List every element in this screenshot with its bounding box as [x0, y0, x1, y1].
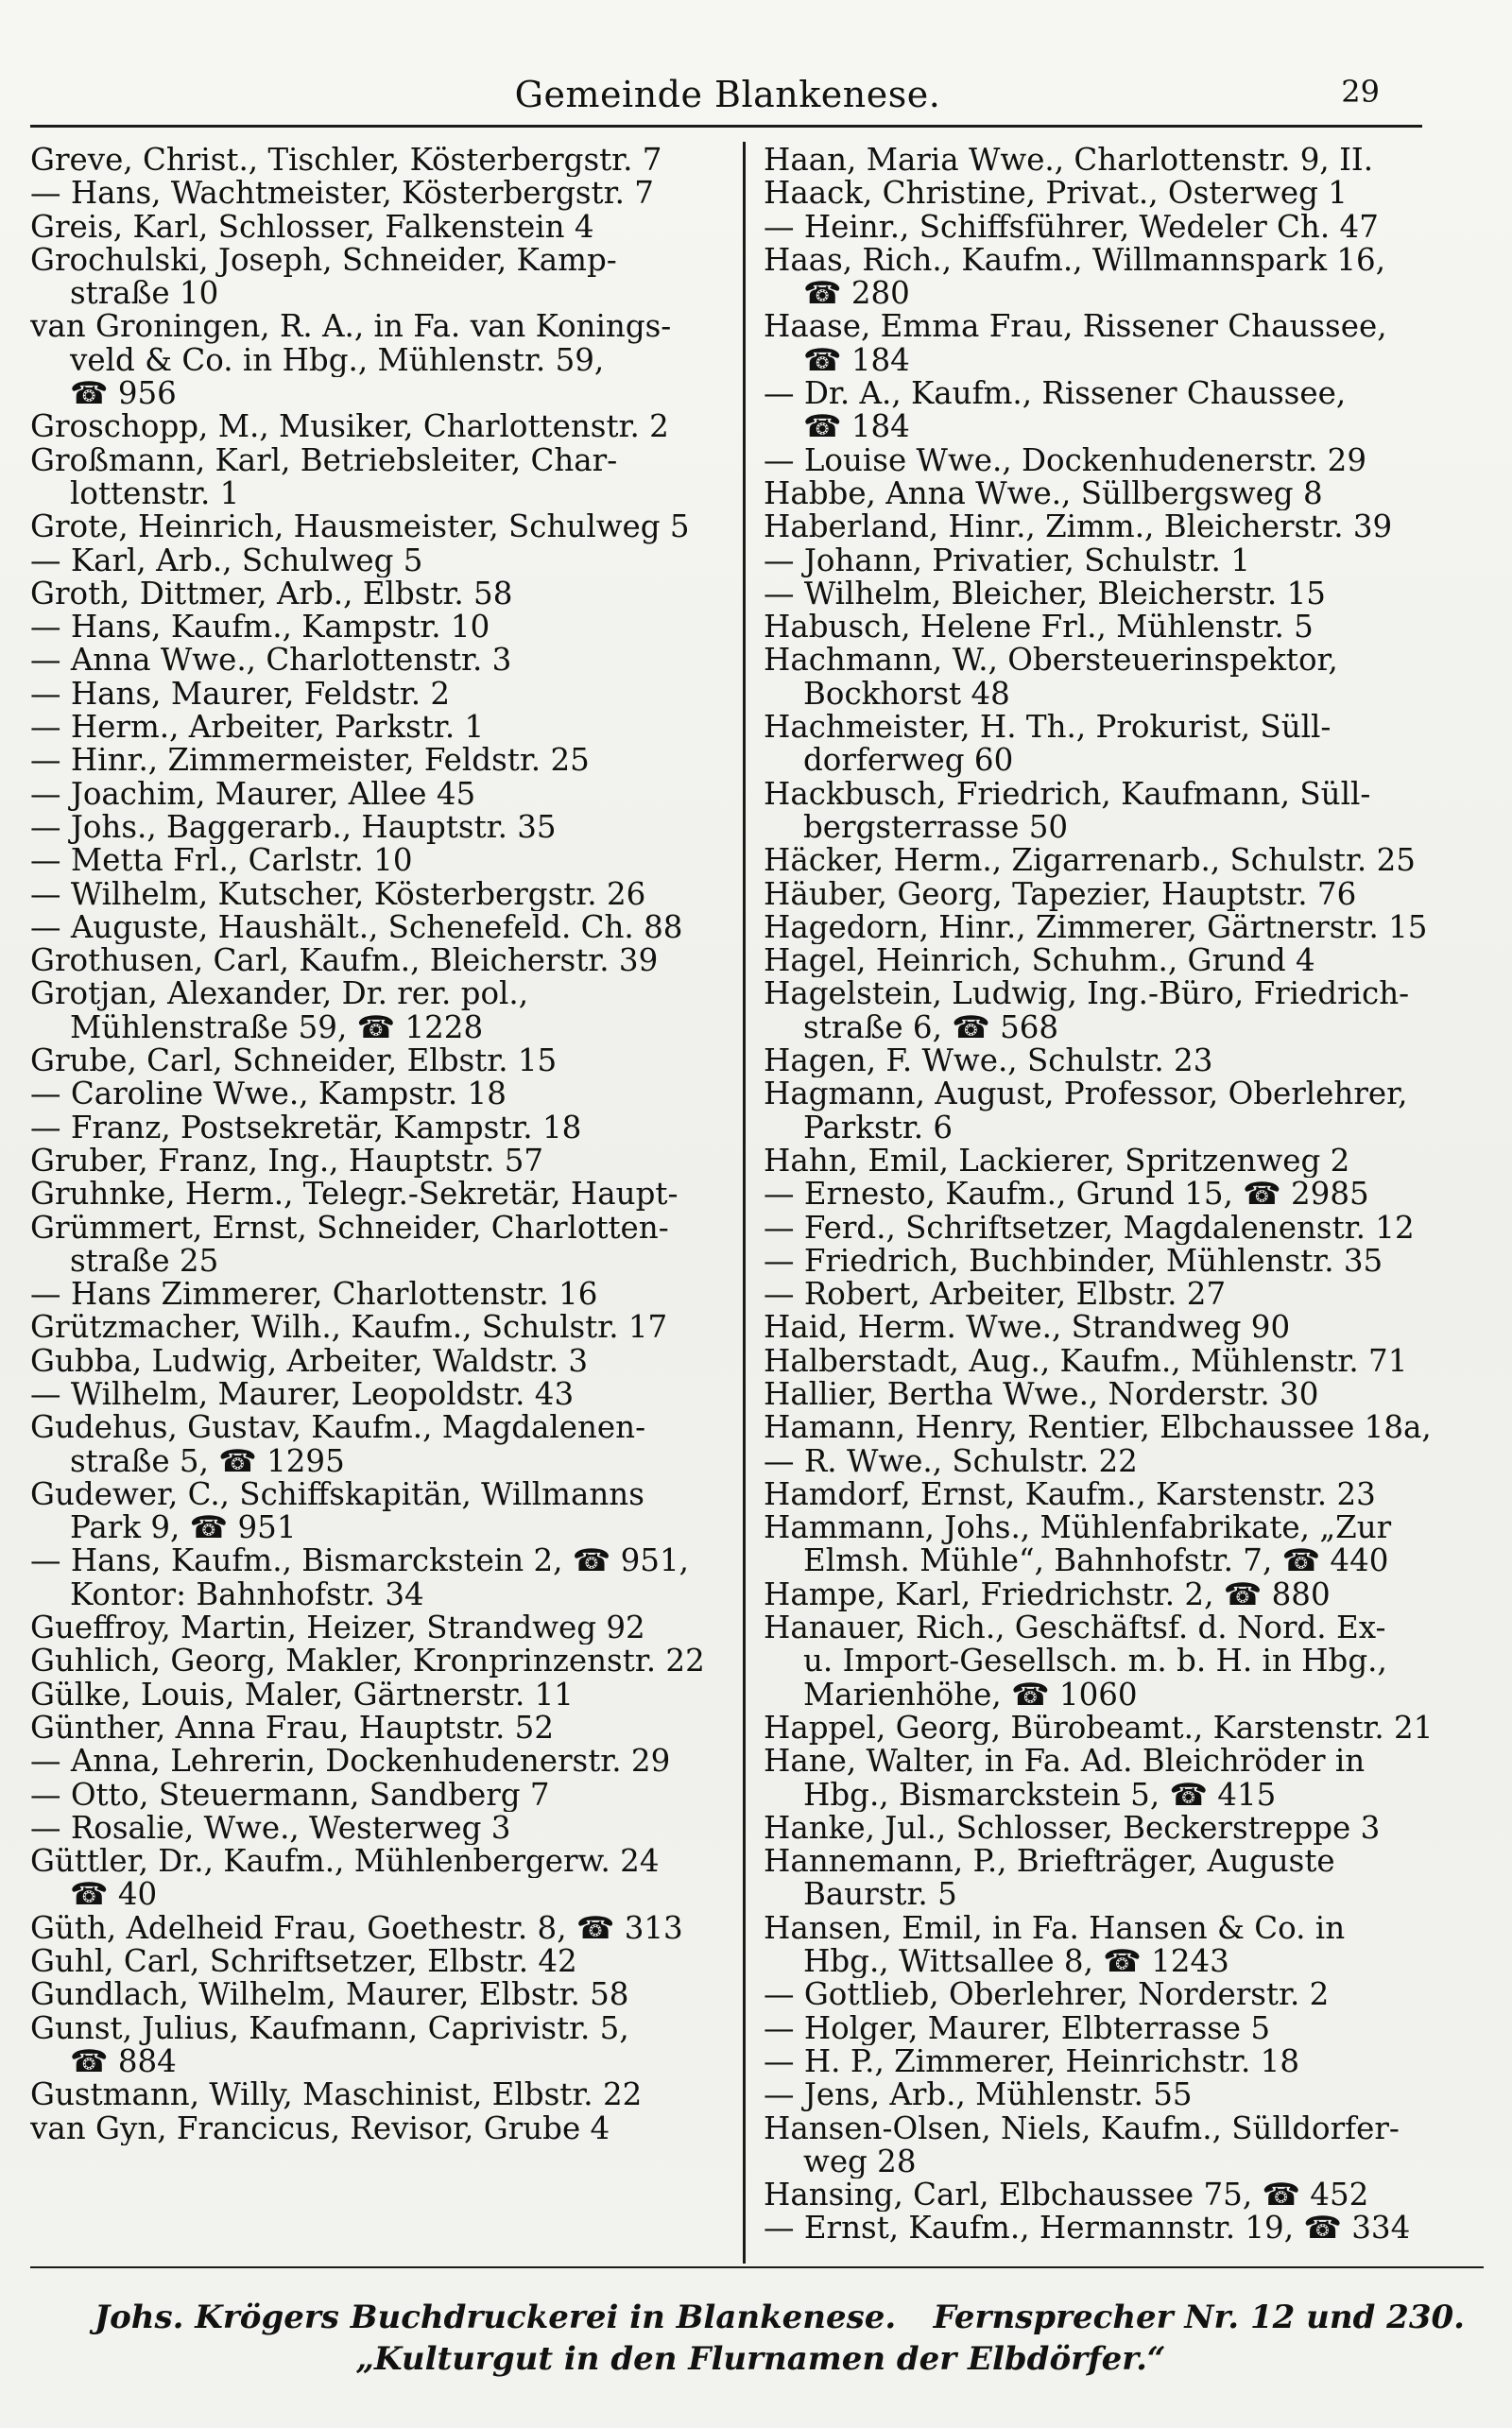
- entry-continuation-line: Hbg., Bismarckstein 5, ☎ 415: [803, 1778, 1277, 1812]
- directory-entry: [764, 1278, 1484, 1311]
- entry-continuation-line: straße 6, ☎ 568: [803, 1010, 1059, 1045]
- entry-line: Grützmacher, Wilh., Kaufm., Schulstr. 17: [30, 1311, 668, 1345]
- entry-line: Häuber, Georg, Tapezier, Hauptstr. 76: [764, 877, 1357, 911]
- entry-continuation-line: bergsterrasse 50: [803, 810, 1069, 845]
- entry-line: Guhl, Carl, Schriftsetzer, Elbstr. 42: [30, 1945, 577, 1979]
- entry-line: Greis, Karl, Schlosser, Falkenstein 4: [30, 210, 594, 244]
- entry-line: — Friedrich, Buchbinder, Mühlenstr. 35: [764, 1244, 1383, 1279]
- entry-continuation-line: straße 5, ☎ 1295: [70, 1444, 345, 1478]
- directory-entry: [764, 1145, 1484, 1178]
- entry-line: van Gyn, Francicus, Revisor, Grube 4: [30, 2111, 610, 2145]
- directory-entry: [764, 1212, 1484, 1245]
- directory-entry: [764, 1077, 1484, 1145]
- directory-entry: [30, 1912, 718, 1945]
- directory-entry: [764, 1912, 1484, 1979]
- directory-entry: [764, 611, 1484, 644]
- entry-line: Haase, Emma Frau, Rissener Chaussee,: [764, 310, 1387, 344]
- directory-entry: [30, 1378, 718, 1411]
- directory-entry: [30, 1845, 718, 1912]
- directory-entry: [764, 977, 1484, 1044]
- directory-entry: [764, 1245, 1484, 1278]
- directory-entry: [30, 1111, 718, 1145]
- entry-line: Hagmann, August, Professor, Oberlehrer,: [764, 1077, 1408, 1111]
- entry-continuation-line: straße 25: [70, 1244, 219, 1279]
- entry-line: — Heinr., Schiffsführer, Wedeler Ch. 47: [764, 210, 1379, 244]
- entry-line: Gruhnke, Herm., Telegr.-Sekretär, Haupt-: [30, 1178, 679, 1212]
- entry-line: Guhlich, Georg, Makler, Kronprinzenstr. 22: [30, 1644, 705, 1679]
- entry-line: Haberland, Hinr., Zimm., Bleicherstr. 39: [764, 510, 1393, 544]
- entry-continuation-line: lottenstr. 1: [70, 476, 240, 511]
- entry-line: — Hans, Kaufm., Kampstr. 10: [30, 611, 490, 645]
- directory-entry: [764, 1745, 1484, 1812]
- directory-entry: [30, 1644, 718, 1678]
- entry-line: Hahn, Emil, Lackierer, Spritzenweg 2: [764, 1144, 1350, 1179]
- column-divider: [743, 142, 746, 2264]
- entry-line: Gülke, Louis, Maler, Gärtnerstr. 11: [30, 1678, 574, 1712]
- directory-entry: [764, 2012, 1484, 2045]
- entry-line: — Karl, Arb., Schulweg 5: [30, 543, 423, 577]
- entry-line: Hagel, Heinrich, Schuhm., Grund 4: [764, 944, 1315, 978]
- directory-entry: [30, 1679, 718, 1712]
- directory-entry: [30, 711, 718, 744]
- entry-line: Hampe, Karl, Friedrichstr. 2, ☎ 880: [764, 1577, 1331, 1612]
- entry-line: Hackbusch, Friedrich, Kaufmann, Süll-: [764, 777, 1371, 811]
- directory-entry: [30, 1145, 718, 1178]
- entry-continuation-line: Kontor: Bahnhofstr. 34: [70, 1577, 424, 1612]
- directory-entry: [30, 444, 718, 511]
- directory-entry: [30, 1812, 718, 1845]
- entry-line: Gruber, Franz, Ing., Hauptstr. 57: [30, 1144, 544, 1179]
- entry-line: — Johann, Privatier, Schulstr. 1: [764, 543, 1250, 577]
- directory-entry: [30, 1411, 718, 1478]
- entry-continuation-line: u. Import-Gesellsch. m. b. H. in Hbg.,: [803, 1644, 1387, 1679]
- directory-entry: [30, 211, 718, 244]
- directory-entry: [764, 544, 1484, 577]
- entry-line: — Wilhelm, Kutscher, Kösterbergstr. 26: [30, 877, 646, 911]
- entry-line: Halberstadt, Aug., Kaufm., Mühlenstr. 71: [764, 1344, 1408, 1378]
- entry-line: — R. Wwe., Schulstr. 22: [764, 1444, 1138, 1478]
- entry-line: Haas, Rich., Kaufm., Willmannspark 16,: [764, 243, 1386, 278]
- entry-line: Happel, Georg, Bürobeamt., Karstenstr. 21: [764, 1711, 1434, 1746]
- entry-line: — Ernesto, Kaufm., Grund 15, ☎ 2985: [764, 1178, 1369, 1212]
- entry-line: Hansing, Carl, Elbchaussee 75, ☎ 452: [764, 2178, 1369, 2213]
- footer-printer: Johs. Krögers Buchdruckerei in Blankenese.: [94, 2299, 897, 2336]
- entry-line: Gustmann, Willy, Maschinist, Elbstr. 22: [30, 2078, 643, 2112]
- directory-entry: [764, 1311, 1484, 1344]
- entry-line: Hammann, Johs., Mühlenfabrikate, „Zur: [764, 1511, 1392, 1545]
- entry-line: Hamdorf, Ernst, Kaufm., Karstenstr. 23: [764, 1477, 1376, 1512]
- directory-entry: [764, 2045, 1484, 2078]
- directory-entry: [30, 744, 718, 777]
- directory-entry: [764, 1044, 1484, 1077]
- entry-continuation-line: Marienhöhe, ☎ 1060: [803, 1678, 1138, 1712]
- directory-entry: [30, 611, 718, 644]
- entry-line: Haack, Christine, Privat., Osterweg 1: [764, 177, 1348, 211]
- entry-line: Güttler, Dr., Kaufm., Mühlenbergerw. 24: [30, 1845, 660, 1879]
- entry-line: — Robert, Arbeiter, Elbstr. 27: [764, 1278, 1227, 1312]
- entry-continuation-line: ☎ 184: [803, 343, 910, 378]
- directory-entry: [764, 1511, 1484, 1578]
- directory-entry: [30, 244, 718, 311]
- footer-slogan: „Kulturgut in den Flurnamen der Elbdörfer.“: [355, 2340, 1166, 2378]
- entry-continuation-line: ☎ 184: [803, 410, 910, 444]
- entry-line: Hanke, Jul., Schlosser, Beckerstreppe 3: [764, 1811, 1381, 1846]
- directory-entry: [764, 444, 1484, 477]
- entry-line: — Dr. A., Kaufm., Rissener Chaussee,: [764, 377, 1347, 411]
- directory-entry: [764, 377, 1484, 444]
- entry-continuation-line: weg 28: [803, 2144, 917, 2179]
- directory-entry: [30, 2112, 718, 2145]
- directory-entry: [764, 1578, 1484, 1611]
- directory-entry: [30, 144, 718, 177]
- entry-line: — Holger, Maurer, Elbterrasse 5: [764, 2011, 1271, 2045]
- entry-line: Grochulski, Joseph, Schneider, Kamp-: [30, 243, 617, 278]
- entry-line: — Anna, Lehrerin, Dockenhudenerstr. 29: [30, 1745, 671, 1779]
- directory-entry: [764, 1712, 1484, 1745]
- directory-entry: [764, 911, 1484, 944]
- directory-entry: [30, 1311, 718, 1344]
- entry-line: — Jens, Arb., Mühlenstr. 55: [764, 2078, 1193, 2112]
- page-title: Gemeinde Blankenese.: [514, 74, 941, 115]
- directory-entry: [764, 944, 1484, 977]
- directory-entry: [30, 1478, 718, 1545]
- footer-rule: [30, 2266, 1484, 2268]
- entry-line: Großmann, Karl, Betriebsleiter, Char-: [30, 443, 618, 477]
- entry-line: Grotjan, Alexander, Dr. rer. pol.,: [30, 977, 529, 1011]
- entry-line: Grothusen, Carl, Kaufm., Bleicherstr. 39: [30, 944, 659, 978]
- entry-line: — Otto, Steuermann, Sandberg 7: [30, 1778, 550, 1812]
- entry-line: — Metta Frl., Carlstr. 10: [30, 844, 413, 878]
- directory-entry: [764, 1611, 1484, 1712]
- entry-continuation-line: ☎ 280: [803, 277, 910, 311]
- directory-entry: [764, 2112, 1484, 2179]
- directory-entry: [30, 310, 718, 410]
- directory-entry: [30, 778, 718, 811]
- entry-line: — Wilhelm, Bleicher, Bleicherstr. 15: [764, 577, 1326, 611]
- directory-entry: [764, 1478, 1484, 1511]
- entry-line: Hallier, Bertha Wwe., Norderstr. 30: [764, 1377, 1319, 1412]
- directory-entry: [30, 544, 718, 577]
- entry-continuation-line: Parkstr. 6: [803, 1111, 954, 1145]
- entry-line: — Hans, Kaufm., Bismarckstein 2, ☎ 951,: [30, 1544, 689, 1578]
- entry-line: — Johs., Baggerarb., Hauptstr. 35: [30, 810, 557, 845]
- entry-line: — Ferd., Schriftsetzer, Magdalenenstr. 12: [764, 1211, 1415, 1245]
- entry-line: — Auguste, Haushält., Schenefeld. Ch. 88: [30, 910, 683, 945]
- directory-entry: [764, 711, 1484, 778]
- directory-entry: [30, 2012, 718, 2079]
- directory-entry: [30, 811, 718, 844]
- directory-entry: [30, 1544, 718, 1611]
- directory-entry: [30, 1712, 718, 1745]
- entry-line: — Franz, Postsekretär, Kampstr. 18: [30, 1111, 582, 1145]
- directory-entry: [764, 1411, 1484, 1444]
- entry-line: Greve, Christ., Tischler, Kösterbergstr. 7: [30, 144, 662, 178]
- entry-line: Haan, Maria Wwe., Charlottenstr. 9, II.: [764, 144, 1374, 178]
- entry-line: Gundlach, Wilhelm, Maurer, Elbstr. 58: [30, 1978, 629, 2012]
- directory-entry: [764, 778, 1484, 845]
- directory-entry: [764, 1845, 1484, 1912]
- directory-entry: [764, 1178, 1484, 1211]
- directory-entry: [764, 1445, 1484, 1478]
- directory-entry: [30, 944, 718, 977]
- directory-entry: [30, 410, 718, 443]
- entry-line: Hamann, Henry, Rentier, Elbchaussee 18a,: [764, 1411, 1432, 1445]
- entry-line: Hagedorn, Hinr., Zimmerer, Gärtnerstr. 15: [764, 910, 1428, 945]
- directory-entry: [30, 1779, 718, 1812]
- directory-entry: [30, 1945, 718, 1978]
- left-column: [30, 144, 718, 2261]
- entry-line: — Anna Wwe., Charlottenstr. 3: [30, 644, 512, 678]
- directory-entry: [30, 1745, 718, 1778]
- directory-entry: [30, 2078, 718, 2111]
- directory-entry: [764, 144, 1484, 177]
- entry-line: Grote, Heinrich, Hausmeister, Schulweg 5: [30, 510, 690, 544]
- entry-continuation-line: Park 9, ☎ 951: [70, 1511, 297, 1545]
- entry-line: Gunst, Julius, Kaufmann, Caprivistr. 5,: [30, 2011, 629, 2045]
- directory-entry: [30, 1278, 718, 1311]
- entry-continuation-line: Mühlenstraße 59, ☎ 1228: [70, 1010, 484, 1045]
- directory-entry: [30, 1345, 718, 1378]
- directory-entry: [764, 878, 1484, 911]
- entry-line: Hane, Walter, in Fa. Ad. Bleichröder in: [764, 1745, 1366, 1779]
- directory-entry: [30, 577, 718, 611]
- directory-entry: [764, 1978, 1484, 2011]
- directory-entry: [764, 510, 1484, 543]
- entry-line: — Hinr., Zimmermeister, Feldstr. 25: [30, 744, 590, 778]
- directory-entry: [764, 1378, 1484, 1411]
- entry-continuation-line: ☎ 884: [70, 2044, 177, 2079]
- directory-entry: [764, 844, 1484, 877]
- entry-line: Hagen, F. Wwe., Schulstr. 23: [764, 1044, 1213, 1078]
- entry-line: Hagelstein, Ludwig, Ing.-Büro, Friedrich-: [764, 977, 1410, 1011]
- directory-entry: [764, 244, 1484, 311]
- entry-line: Groth, Dittmer, Arb., Elbstr. 58: [30, 577, 513, 611]
- directory-entry: [764, 477, 1484, 510]
- entry-line: Gubba, Ludwig, Arbeiter, Waldstr. 3: [30, 1344, 589, 1378]
- entry-line: — H. P., Zimmerer, Heinrichstr. 18: [764, 2044, 1300, 2079]
- directory-entry: [30, 878, 718, 911]
- entry-line: Hachmeister, H. Th., Prokurist, Süll-: [764, 711, 1332, 745]
- entry-line: — Rosalie, Wwe., Westerweg 3: [30, 1811, 511, 1846]
- entry-line: — Joachim, Maurer, Allee 45: [30, 777, 476, 811]
- directory-entry: [30, 1212, 718, 1279]
- directory-entry: [30, 844, 718, 877]
- directory-entry: [764, 644, 1484, 711]
- entry-line: Grube, Carl, Schneider, Elbstr. 15: [30, 1044, 558, 1078]
- entry-line: van Groningen, R. A., in Fa. van Konings-: [30, 310, 672, 344]
- entry-continuation-line: ☎ 956: [70, 377, 177, 411]
- directory-entry: [30, 177, 718, 210]
- directory-entry: [30, 1044, 718, 1077]
- directory-entry: [30, 1978, 718, 2011]
- page-footer: [38, 2297, 1484, 2380]
- entry-line: — Herm., Arbeiter, Parkstr. 1: [30, 711, 485, 745]
- entry-line: Hansen, Emil, in Fa. Hansen & Co. in: [764, 1911, 1346, 1946]
- entry-line: — Wilhelm, Maurer, Leopoldstr. 43: [30, 1377, 575, 1412]
- entry-line: Güth, Adelheid Frau, Goethestr. 8, ☎ 313: [30, 1911, 683, 1946]
- entry-continuation-line: Elmsh. Mühle“, Bahnhofstr. 7, ☎ 440: [803, 1544, 1389, 1578]
- directory-entry: [764, 211, 1484, 244]
- entry-line: Habbe, Anna Wwe., Süllbergsweg 8: [764, 476, 1323, 511]
- entry-line: — Gottlieb, Oberlehrer, Norderstr. 2: [764, 1978, 1330, 2012]
- footer-phone: Fernsprecher Nr. 12 und 230.: [933, 2299, 1465, 2336]
- entry-continuation-line: Baurstr. 5: [803, 1878, 957, 1912]
- page-header: [38, 74, 1418, 130]
- directory-entry: [764, 177, 1484, 210]
- entry-line: Hachmann, W., Obersteuerinspektor,: [764, 644, 1338, 678]
- entry-continuation-line: ☎ 40: [70, 1878, 158, 1912]
- entry-continuation-line: Bockhorst 48: [803, 677, 1010, 712]
- entry-line: — Caroline Wwe., Kampstr. 18: [30, 1077, 507, 1111]
- entry-line: Grümmert, Ernst, Schneider, Charlotten-: [30, 1211, 669, 1245]
- directory-entry: [764, 1345, 1484, 1378]
- directory-entry: [764, 2178, 1484, 2212]
- entry-line: — Ernst, Kaufm., Hermannstr. 19, ☎ 334: [764, 2212, 1411, 2246]
- directory-entry: [764, 1812, 1484, 1845]
- right-column: [764, 144, 1484, 2261]
- entry-continuation-line: straße 10: [70, 277, 219, 311]
- directory-entry: [30, 1178, 718, 1211]
- entry-line: Gueffroy, Martin, Heizer, Strandweg 92: [30, 1611, 645, 1645]
- entry-line: — Hans, Wachtmeister, Kösterbergstr. 7: [30, 177, 654, 211]
- page-number: 29: [1341, 74, 1380, 110]
- directory-entry: [30, 678, 718, 711]
- entry-line: Haid, Herm. Wwe., Strandweg 90: [764, 1311, 1291, 1345]
- directory-entry: [30, 644, 718, 677]
- directory-entry: [764, 2078, 1484, 2111]
- entry-line: Groschopp, M., Musiker, Charlottenstr. 2: [30, 410, 669, 444]
- directory-entry: [30, 911, 718, 944]
- directory-entry: [764, 310, 1484, 377]
- entry-line: Häcker, Herm., Zigarrenarb., Schulstr. 25: [764, 844, 1416, 878]
- directory-entry: [764, 2212, 1484, 2245]
- directory-entry: [30, 510, 718, 543]
- entry-line: Gudehus, Gustav, Kaufm., Magdalenen-: [30, 1411, 646, 1445]
- directory-entry: [30, 1077, 718, 1111]
- entry-continuation-line: Hbg., Wittsallee 8, ☎ 1243: [803, 1945, 1229, 1979]
- directory-entry: [30, 977, 718, 1044]
- entry-line: — Louise Wwe., Dockenhudenerstr. 29: [764, 443, 1367, 477]
- entry-line: — Hans Zimmerer, Charlottenstr. 16: [30, 1278, 598, 1312]
- entry-line: Habusch, Helene Frl., Mühlenstr. 5: [764, 611, 1314, 645]
- entry-continuation-line: veld & Co. in Hbg., Mühlenstr. 59,: [70, 343, 605, 378]
- entry-line: Günther, Anna Frau, Hauptstr. 52: [30, 1711, 555, 1746]
- header-rule: [30, 125, 1422, 128]
- entry-line: Gudewer, C., Schiffskapitän, Willmanns: [30, 1477, 644, 1512]
- entry-line: Hannemann, P., Briefträger, Auguste: [764, 1845, 1335, 1879]
- directory-entry: [764, 577, 1484, 611]
- directory-entry: [30, 1611, 718, 1644]
- entry-line: Hansen-Olsen, Niels, Kaufm., Sülldorfer-: [764, 2111, 1400, 2145]
- entry-line: Hanauer, Rich., Geschäftsf. d. Nord. Ex-: [764, 1611, 1386, 1645]
- entry-line: — Hans, Maurer, Feldstr. 2: [30, 677, 451, 712]
- entry-continuation-line: dorferweg 60: [803, 744, 1014, 778]
